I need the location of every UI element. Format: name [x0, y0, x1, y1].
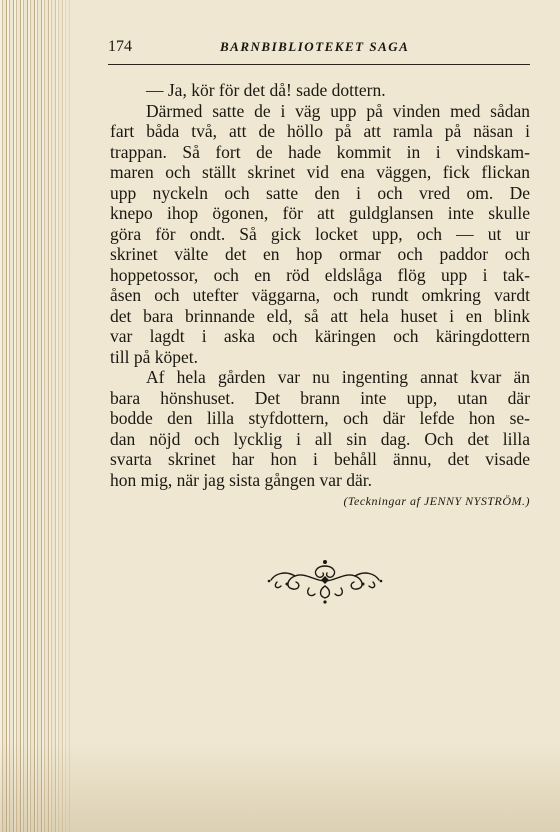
text-line: Därmed satte de i väg upp på vinden med sådan — [146, 100, 530, 121]
page-number: 174 — [108, 38, 132, 55]
text-line: till på köpet. — [110, 346, 198, 367]
text-line: skrinet välte det en hop ormar och paddor och — [110, 244, 530, 264]
text-line: hoppetossor, och en röd eldslåga flög upp i tak- — [110, 264, 530, 285]
body-text — [110, 80, 530, 490]
text-line: dan nöjd och lycklig i all sin dag. Och det lilla — [110, 428, 530, 449]
text-line: svarta skrinet har hon i behåll ännu, det visade — [110, 449, 530, 469]
text-line: fart båda två, att de höllo på att ramla på näsan i — [110, 121, 530, 141]
page-header — [108, 38, 528, 62]
text-line: maren och ställt skrinet vid ena väggen, fick flickan — [110, 162, 530, 182]
bottom-shadow — [0, 742, 560, 832]
text-line: trappan. Så fort de hade kommit in i vindskam- — [110, 141, 530, 162]
text-line: Af hela gården var nu ingenting annat kvar än — [146, 367, 530, 387]
page-edges-fade — [40, 0, 100, 832]
running-title: BARNBIBLIOTEKET SAGA — [220, 39, 410, 54]
text-line: knepo ihop ögonen, för att guldglansen inte skulle — [110, 203, 530, 223]
text-line: bodde den lilla styfdottern, och där lefde hon se- — [110, 408, 530, 428]
text-line: det bara brinnande eld, så att hela huset i en blink — [110, 305, 530, 326]
text-line: — Ja, kör för det då! sade dottern. — [146, 80, 386, 100]
text-line: åsen och utefter väggarna, och rundt omkring vardt — [110, 285, 530, 305]
text-line: göra för ondt. Så gick locket upp, och — ut ur — [110, 223, 530, 244]
text-line: hon mig, när jag sista gången var där. — [110, 469, 372, 490]
illustration-credit: (Teckningar af JENNY NYSTRÖM.) — [343, 494, 530, 508]
header-rule — [108, 64, 530, 65]
text-line: upp nyckeln och satte den i och vred om. De — [110, 182, 530, 203]
floral-ornament-icon — [265, 558, 385, 604]
text-line: bara hönshuset. Det brann inte upp, utan där — [110, 387, 530, 408]
text-line: var lagdt i aska och käringen och käringdottern — [110, 326, 530, 346]
